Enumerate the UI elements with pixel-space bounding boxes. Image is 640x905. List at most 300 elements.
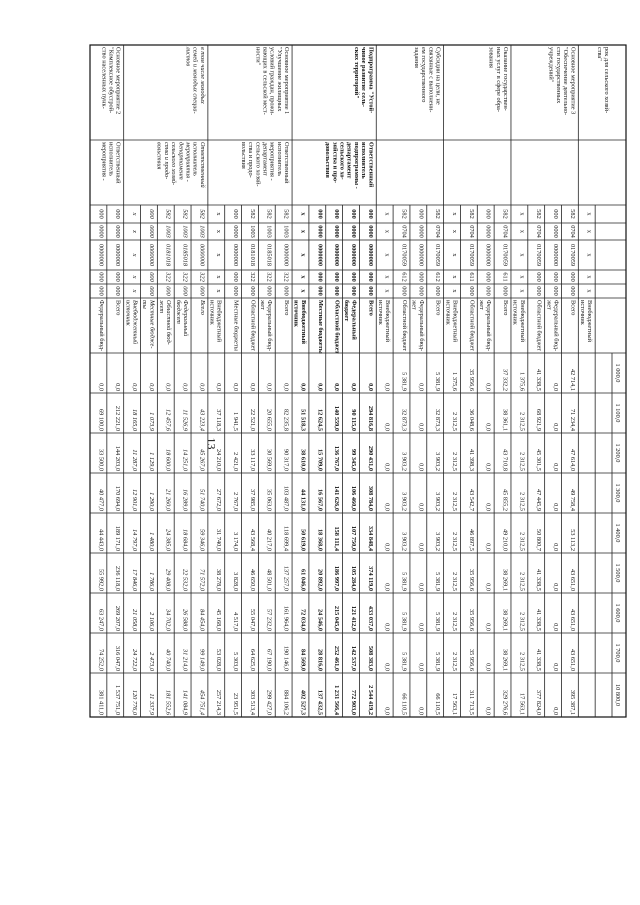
amount-cell: 3 903,2 — [434, 492, 442, 511]
budget-code: 0000000 — [316, 243, 324, 267]
budget-code: x — [518, 229, 526, 234]
amount-cell: 374 119,0 — [366, 566, 374, 591]
budget-code: 000 — [535, 272, 543, 282]
amount-cell: 41 338,5 — [535, 568, 543, 591]
amount-cell: 0,0 — [114, 383, 122, 391]
funding-source: Всего — [501, 300, 509, 316]
budget-code: 0704 — [568, 225, 576, 238]
amount-cell: 884 106,2 — [282, 689, 290, 715]
budget-code: x — [131, 253, 139, 257]
measure-name: чивое развитие сель- — [360, 47, 368, 107]
budget-code: 000 — [316, 272, 324, 282]
amount-cell: 2 312,5 — [518, 412, 526, 431]
budget-code: 582 — [198, 209, 206, 219]
amount-cell: 0,0 — [417, 707, 425, 715]
budget-code: x — [450, 212, 458, 216]
amount-cell: 45 168,0 — [215, 608, 223, 631]
amount-cell: 43 651,0 — [568, 608, 576, 631]
amount-cell: 2 312,5 — [518, 532, 526, 551]
measure-name: Оказание государствен- — [501, 47, 509, 111]
amount-cell: 2 767,0 — [232, 492, 240, 511]
budget-code: 582 — [164, 209, 172, 219]
amount-cell: 51 518,3 — [299, 408, 307, 431]
amount-cell: 308 784,0 — [366, 485, 374, 511]
budget-code: 0185018 — [181, 243, 189, 267]
amount-cell: 38 269,1 — [501, 568, 509, 591]
responsible-executor: довольствия — [324, 142, 332, 178]
amount-cell: 1 073,9 — [147, 412, 155, 431]
measure-name: сти государственных — [554, 47, 562, 104]
measure-name: рок для сельского хозяй- — [603, 47, 610, 114]
budget-code: x — [518, 212, 526, 216]
funding-source: Местные бюджеты — [232, 300, 240, 351]
budget-code: 0170059 — [535, 243, 543, 267]
measure-name: Основное мероприятие 2 — [114, 47, 122, 115]
amount-cell: 72 034,0 — [299, 608, 307, 631]
budget-code: x — [131, 275, 139, 279]
amount-cell: 33 117,0 — [248, 449, 256, 471]
budget-code: 0170059 — [467, 243, 475, 267]
budget-code: 0000000 — [417, 243, 425, 267]
budget-code: 000 — [164, 286, 172, 296]
funding-source: Областной бюджет — [468, 300, 476, 352]
measure-name: задания — [413, 47, 421, 68]
funding-source: Местные бюдже- — [148, 300, 156, 349]
responsible-executor: ства и продо- — [162, 142, 170, 180]
amount-cell: 12 624,5 — [316, 408, 324, 431]
budget-code: 000 — [232, 286, 240, 296]
budget-code: x — [585, 275, 593, 279]
amount-cell: 136 767,0 — [333, 445, 341, 471]
amount-cell: 0,0 — [248, 383, 256, 391]
year-total-header: 1 200,0 — [614, 443, 621, 463]
amount-cell: 0,0 — [316, 383, 324, 391]
measure-name: вающих в сельской мест- — [261, 47, 269, 115]
amount-cell: 2 544 419,2 — [366, 685, 374, 715]
amount-cell: 84 569,0 — [299, 648, 307, 671]
amount-cell: 68 921,9 — [535, 408, 543, 431]
amount-cell: 142 537,0 — [349, 645, 357, 671]
budget-code: 0185018 — [265, 243, 273, 267]
budget-code: 0170059 — [568, 243, 576, 267]
funding-source: Федеральный бюд- — [97, 300, 105, 352]
amount-cell: 44 131,0 — [299, 488, 307, 511]
budget-code: 0000 — [232, 225, 240, 238]
amount-cell: 50 619,0 — [299, 528, 307, 551]
amount-cell: 2 312,5 — [450, 652, 458, 671]
amount-cell: 57 232,0 — [265, 608, 273, 631]
amount-cell: 5 381,9 — [400, 612, 408, 631]
amount-cell: 47 445,9 — [535, 488, 543, 511]
amount-cell: 0,0 — [551, 423, 559, 431]
amount-cell: 63 247,0 — [97, 608, 105, 631]
amount-cell: 33 500,0 — [97, 448, 105, 471]
budget-code: 322 — [248, 272, 256, 282]
funding-source: источник — [292, 300, 300, 327]
measure-name: "Обеспечение деятельно- — [562, 47, 570, 116]
funding-source: Внебюджетный — [215, 300, 223, 342]
budget-code: x — [383, 229, 391, 234]
amount-cell: 22 532,0 — [181, 568, 189, 591]
budget-code: x — [518, 275, 526, 279]
responsible-executor: мероприятия - — [184, 142, 192, 182]
funding-source: Внебюджетный — [518, 300, 526, 342]
budget-code: 000 — [366, 209, 374, 219]
measure-name: "Комплексное обустрой- — [107, 47, 115, 114]
amount-cell: 30 569,0 — [265, 448, 273, 471]
measure-name: ство населенных пунк- — [100, 47, 108, 109]
budget-code: 0000 — [114, 225, 122, 238]
amount-cell: 12 457,6 — [164, 408, 172, 431]
amount-cell: 18 684,0 — [181, 528, 189, 551]
amount-cell: 66 110,5 — [400, 693, 408, 715]
amount-cell: 299 427,0 — [265, 689, 273, 715]
amount-cell: 1 290,0 — [147, 492, 155, 511]
amount-cell: 59 346,0 — [198, 528, 206, 551]
amount-cell: 106 460,0 — [349, 485, 357, 511]
budget-code: x — [299, 253, 307, 257]
amount-cell: 190 146,0 — [282, 645, 290, 671]
responsible-executor: Ответственный — [283, 142, 291, 184]
amount-cell: 43 651,0 — [568, 648, 576, 671]
amount-cell: 46 897,5 — [467, 528, 475, 551]
amount-cell: 137 257,0 — [282, 565, 290, 591]
amount-cell: 84 454,0 — [198, 608, 206, 631]
amount-cell: 316 047,0 — [114, 645, 122, 671]
amount-cell: 0,0 — [198, 383, 206, 391]
budget-code: 322 — [181, 272, 189, 282]
funding-source: Областной бюджет — [535, 300, 543, 352]
amount-cell: 0,0 — [383, 623, 391, 631]
budget-code: x — [383, 275, 391, 279]
amount-cell: 28 816,0 — [316, 648, 324, 671]
amount-cell: 212 221,0 — [114, 405, 122, 431]
funding-source: бюджет — [343, 300, 351, 322]
amount-cell: 0,0 — [417, 463, 425, 471]
amount-cell: 107 750,0 — [349, 525, 357, 551]
amount-cell: 0,0 — [484, 583, 492, 591]
funding-source: Областной бюджет — [333, 300, 341, 354]
budget-code: 0181018 — [248, 243, 256, 267]
budget-code: 000 — [181, 286, 189, 296]
amount-cell: 0,0 — [417, 663, 425, 671]
amount-cell: 2 312,5 — [450, 452, 458, 471]
amount-cell: 20 655,0 — [265, 408, 273, 431]
budget-code: 582 — [535, 209, 543, 219]
amount-cell: 2 312,5 — [450, 492, 458, 511]
amount-cell: 0,0 — [147, 383, 155, 391]
amount-cell: 40 477,0 — [97, 488, 105, 511]
amount-cell: 1 231 566,4 — [333, 685, 341, 715]
amount-cell: 49 210,0 — [501, 528, 509, 551]
amount-cell: 0,0 — [383, 503, 391, 511]
budget-code: 0000000 — [114, 243, 122, 267]
measure-name: Основное мероприятие 3 — [569, 47, 577, 115]
budget-code: 582 — [568, 209, 576, 219]
amount-cell: 1 537 751,0 — [114, 685, 122, 715]
budget-code: 000 — [551, 209, 559, 219]
amount-cell: 0,0 — [417, 623, 425, 631]
budget-code: x — [299, 289, 307, 293]
responsible-executor: мероприятия - — [268, 142, 276, 181]
amount-cell: 3 903,2 — [434, 452, 442, 471]
responsible-executor: мероприятия - — [100, 142, 108, 181]
amount-cell: 43 542,7 — [467, 488, 475, 511]
amount-cell: 0,0 — [484, 383, 492, 391]
budget-code: 000 — [333, 286, 341, 296]
amount-cell: 18 165,0 — [131, 408, 139, 431]
amount-cell: 772 903,0 — [349, 689, 357, 715]
amount-cell: 18 368,0 — [316, 528, 324, 551]
amount-cell: 90 115,0 — [349, 409, 357, 431]
budget-code: 000 — [282, 286, 290, 296]
amount-cell: 1 786,0 — [147, 572, 155, 591]
amount-cell: 3 828,0 — [232, 572, 240, 591]
amount-cell: 0,0 — [551, 463, 559, 471]
funding-source: жет — [545, 300, 553, 310]
funding-source: Внебюджетный — [299, 300, 307, 344]
amount-cell: 215 045,0 — [333, 605, 341, 631]
responsible-executor: исполнитель — [107, 142, 115, 177]
amount-cell: 170 694,0 — [114, 485, 122, 511]
amount-cell: 3 903,2 — [400, 532, 408, 551]
amount-cell: 99 345,0 — [349, 448, 357, 471]
amount-cell: 71 234,4 — [568, 408, 576, 431]
budget-code: 0170059 — [501, 243, 509, 267]
budget-code: x — [383, 289, 391, 293]
budget-code: 000 — [568, 286, 576, 296]
amount-cell: 71 572,0 — [198, 568, 206, 591]
budget-code: 0000000 — [484, 243, 492, 267]
year-total-header: 1 700,0 — [614, 643, 621, 663]
amount-cell: 0,0 — [366, 383, 374, 391]
funding-source: Всего — [283, 300, 291, 316]
funding-source: Федеральный бюд- — [485, 300, 493, 352]
amount-cell: 0,0 — [417, 543, 425, 551]
amount-cell: 137 432,5 — [316, 689, 324, 715]
measure-name: "Улучшение жилищных — [275, 47, 283, 112]
amount-cell: 0,0 — [282, 383, 290, 391]
responsible-executor: вольствия — [155, 142, 163, 170]
amount-cell: 269 207,0 — [114, 605, 122, 631]
amount-cell: 0,0 — [484, 503, 492, 511]
funding-source: бюджет — [174, 300, 182, 324]
budget-code: 000 — [232, 272, 240, 282]
amount-cell: 2 312,5 — [450, 532, 458, 551]
responsible-executor: департамент — [345, 142, 353, 179]
amount-cell: 2 312,5 — [518, 652, 526, 671]
measure-name: листов — [184, 47, 192, 67]
amount-cell: 44 443,0 — [97, 528, 105, 551]
amount-cell: 2 312,5 — [450, 412, 458, 431]
amount-cell: 0,0 — [417, 383, 425, 391]
budget-code: 000 — [535, 286, 543, 296]
budget-code: 0000000 — [282, 243, 290, 267]
budget-code: 000 — [114, 272, 122, 282]
budget-code: 322 — [282, 272, 290, 282]
amount-cell: 5 381,9 — [434, 372, 442, 391]
responsible-executor: сельского хозяй- — [170, 142, 178, 186]
budget-code: 1003 — [198, 225, 206, 238]
amount-cell: 236 118,0 — [114, 566, 122, 591]
amount-cell: 0,0 — [215, 383, 223, 391]
amount-cell: 17 563,1 — [450, 692, 458, 715]
amount-cell: 45 855,2 — [501, 488, 509, 511]
measure-name: зования — [487, 47, 495, 68]
amount-cell: 55 047,0 — [248, 608, 256, 631]
funding-source: жет — [157, 300, 165, 314]
budget-code: 000 — [147, 286, 155, 296]
amount-cell: 5 381,9 — [400, 372, 408, 391]
amount-cell: 5 303,0 — [232, 652, 240, 671]
amount-cell: 32 873,3 — [434, 408, 442, 431]
budget-code: x — [215, 289, 223, 293]
budget-code: 582 — [434, 209, 442, 219]
amount-cell: 27 672,0 — [215, 488, 223, 511]
page-number: 13 — [204, 437, 219, 450]
amount-cell: 303 513,4 — [248, 689, 256, 715]
amount-cell: 0,0 — [349, 383, 357, 391]
amount-cell: 24 722,0 — [131, 648, 139, 671]
amount-cell: 0,0 — [383, 707, 391, 715]
budget-code: x — [215, 229, 223, 234]
amount-cell: 38 610,0 — [299, 448, 307, 471]
funding-source: источник — [511, 300, 519, 325]
amount-cell: 0,0 — [551, 543, 559, 551]
funding-source: Местные бюджеты — [316, 300, 324, 354]
responsible-executor: Ответственный — [114, 142, 122, 184]
budget-code: 0000000 — [97, 243, 105, 267]
budget-code: 0170059 — [434, 243, 442, 267]
budget-code: 000 — [366, 272, 374, 282]
budget-code: 000 — [568, 272, 576, 282]
budget-code: 000 — [147, 209, 155, 219]
budget-code: 000 — [316, 286, 324, 296]
year-total-header: 1 600,0 — [614, 603, 621, 623]
budget-code: 000 — [97, 209, 105, 219]
amount-cell: 395 387,1 — [568, 689, 576, 715]
budget-code: 0000000 — [349, 243, 357, 267]
amount-cell: 1 941,5 — [232, 412, 240, 431]
year-total-header: 1 000,0 — [614, 363, 621, 383]
amount-cell: 0,0 — [417, 503, 425, 511]
responsible-executor: зяйства и про- — [331, 142, 339, 184]
budget-code: 000 — [417, 272, 425, 282]
measure-name: Субсидии на цели, не — [434, 47, 442, 105]
budget-code: 0000000 — [232, 243, 240, 267]
budget-code: 611 — [467, 272, 475, 282]
amount-cell: 0,0 — [164, 383, 172, 391]
amount-cell: 433 037,0 — [366, 605, 374, 631]
amount-cell: 43 651,0 — [568, 568, 576, 591]
amount-cell: 14 797,0 — [131, 528, 139, 551]
amount-cell: 381 411,0 — [97, 690, 105, 715]
funding-source: источник — [444, 300, 452, 325]
amount-cell: 74 252,0 — [97, 648, 105, 671]
amount-cell: 508 383,0 — [366, 645, 374, 671]
amount-cell: 5 381,9 — [434, 572, 442, 591]
budget-code: 000 — [484, 286, 492, 296]
budget-code: 000 — [417, 286, 425, 296]
budget-code: 0000000 — [147, 243, 155, 267]
amount-cell: 402 527,3 — [299, 689, 307, 715]
amount-cell: 377 824,0 — [535, 689, 543, 715]
budget-code: 000 — [417, 209, 425, 219]
amount-cell: 290 431,0 — [366, 445, 374, 471]
amount-cell: 158 111,4 — [333, 526, 341, 551]
amount-cell: 0,0 — [181, 383, 189, 391]
measure-name: связанные с выполнени- — [427, 47, 435, 113]
amount-cell: 47 614,0 — [568, 448, 576, 471]
budget-code: x — [131, 212, 139, 216]
funding-source: Всего — [114, 300, 122, 316]
budget-code: 000 — [501, 286, 509, 296]
budget-code: 0170059 — [400, 243, 408, 267]
amount-cell: 0,0 — [484, 463, 492, 471]
amount-cell: 35 956,6 — [467, 608, 475, 631]
budget-code: 000 — [316, 209, 324, 219]
amount-cell: 55 992,0 — [97, 568, 105, 591]
funding-source: Федеральный бюд- — [417, 300, 425, 352]
funding-source: источник — [376, 300, 384, 325]
amount-cell: 2 312,5 — [518, 572, 526, 591]
measure-name: ных услуг в сфере обра- — [494, 47, 502, 112]
budget-code: 0000 — [417, 225, 425, 238]
amount-cell: 141 084,9 — [181, 689, 189, 715]
amount-cell: 35 956,6 — [467, 648, 475, 671]
amount-cell: 1 480,0 — [147, 532, 155, 551]
amount-cell: 24 546,0 — [316, 608, 324, 631]
budget-code: 000 — [248, 286, 256, 296]
amount-cell: 1 129,0 — [147, 452, 155, 471]
amount-cell: 329 276,6 — [501, 689, 509, 715]
amount-cell: 43 223,4 — [198, 408, 206, 431]
responsible-executor: Ответственный — [198, 142, 206, 188]
amount-cell: 41 398,3 — [467, 448, 475, 471]
budget-code: 000 — [114, 209, 122, 219]
responsible-executor: Ответственный — [367, 142, 375, 188]
budget-code: 000 — [484, 209, 492, 219]
budget-code: x — [518, 289, 526, 293]
amount-cell: 2 312,5 — [518, 452, 526, 471]
amount-cell: 186 997,0 — [333, 565, 341, 591]
amount-cell: 32 873,3 — [400, 408, 408, 431]
amount-cell: 45 301,5 — [535, 448, 543, 471]
budget-code: 0000 — [366, 225, 374, 238]
amount-cell: 0,0 — [551, 623, 559, 631]
amount-cell: 14 251,0 — [181, 448, 189, 471]
amount-cell: 31 214,0 — [181, 648, 189, 671]
budget-code: 0000000 — [198, 243, 206, 267]
budget-code: 0704 — [501, 225, 509, 238]
amount-cell: 46 650,0 — [248, 568, 256, 591]
amount-cell: 66 110,5 — [434, 693, 442, 715]
amount-cell: 43 710,8 — [501, 448, 509, 471]
budget-code: 582 — [400, 209, 408, 219]
budget-code: 000 — [551, 272, 559, 282]
budget-code: 0704 — [467, 225, 475, 238]
amount-cell: 0,0 — [383, 583, 391, 591]
amount-cell: 11 337,9 — [147, 693, 155, 715]
funding-source: Всего — [569, 300, 577, 316]
budget-code: x — [585, 229, 593, 234]
budget-code: 0000 — [484, 225, 492, 238]
responsible-executor: сельского хозяй- — [254, 142, 262, 187]
budget-code: 000 — [366, 286, 374, 296]
amount-cell: 118 699,4 — [282, 526, 290, 551]
amount-cell: 4 517,0 — [232, 612, 240, 631]
budget-code: x — [585, 253, 593, 257]
